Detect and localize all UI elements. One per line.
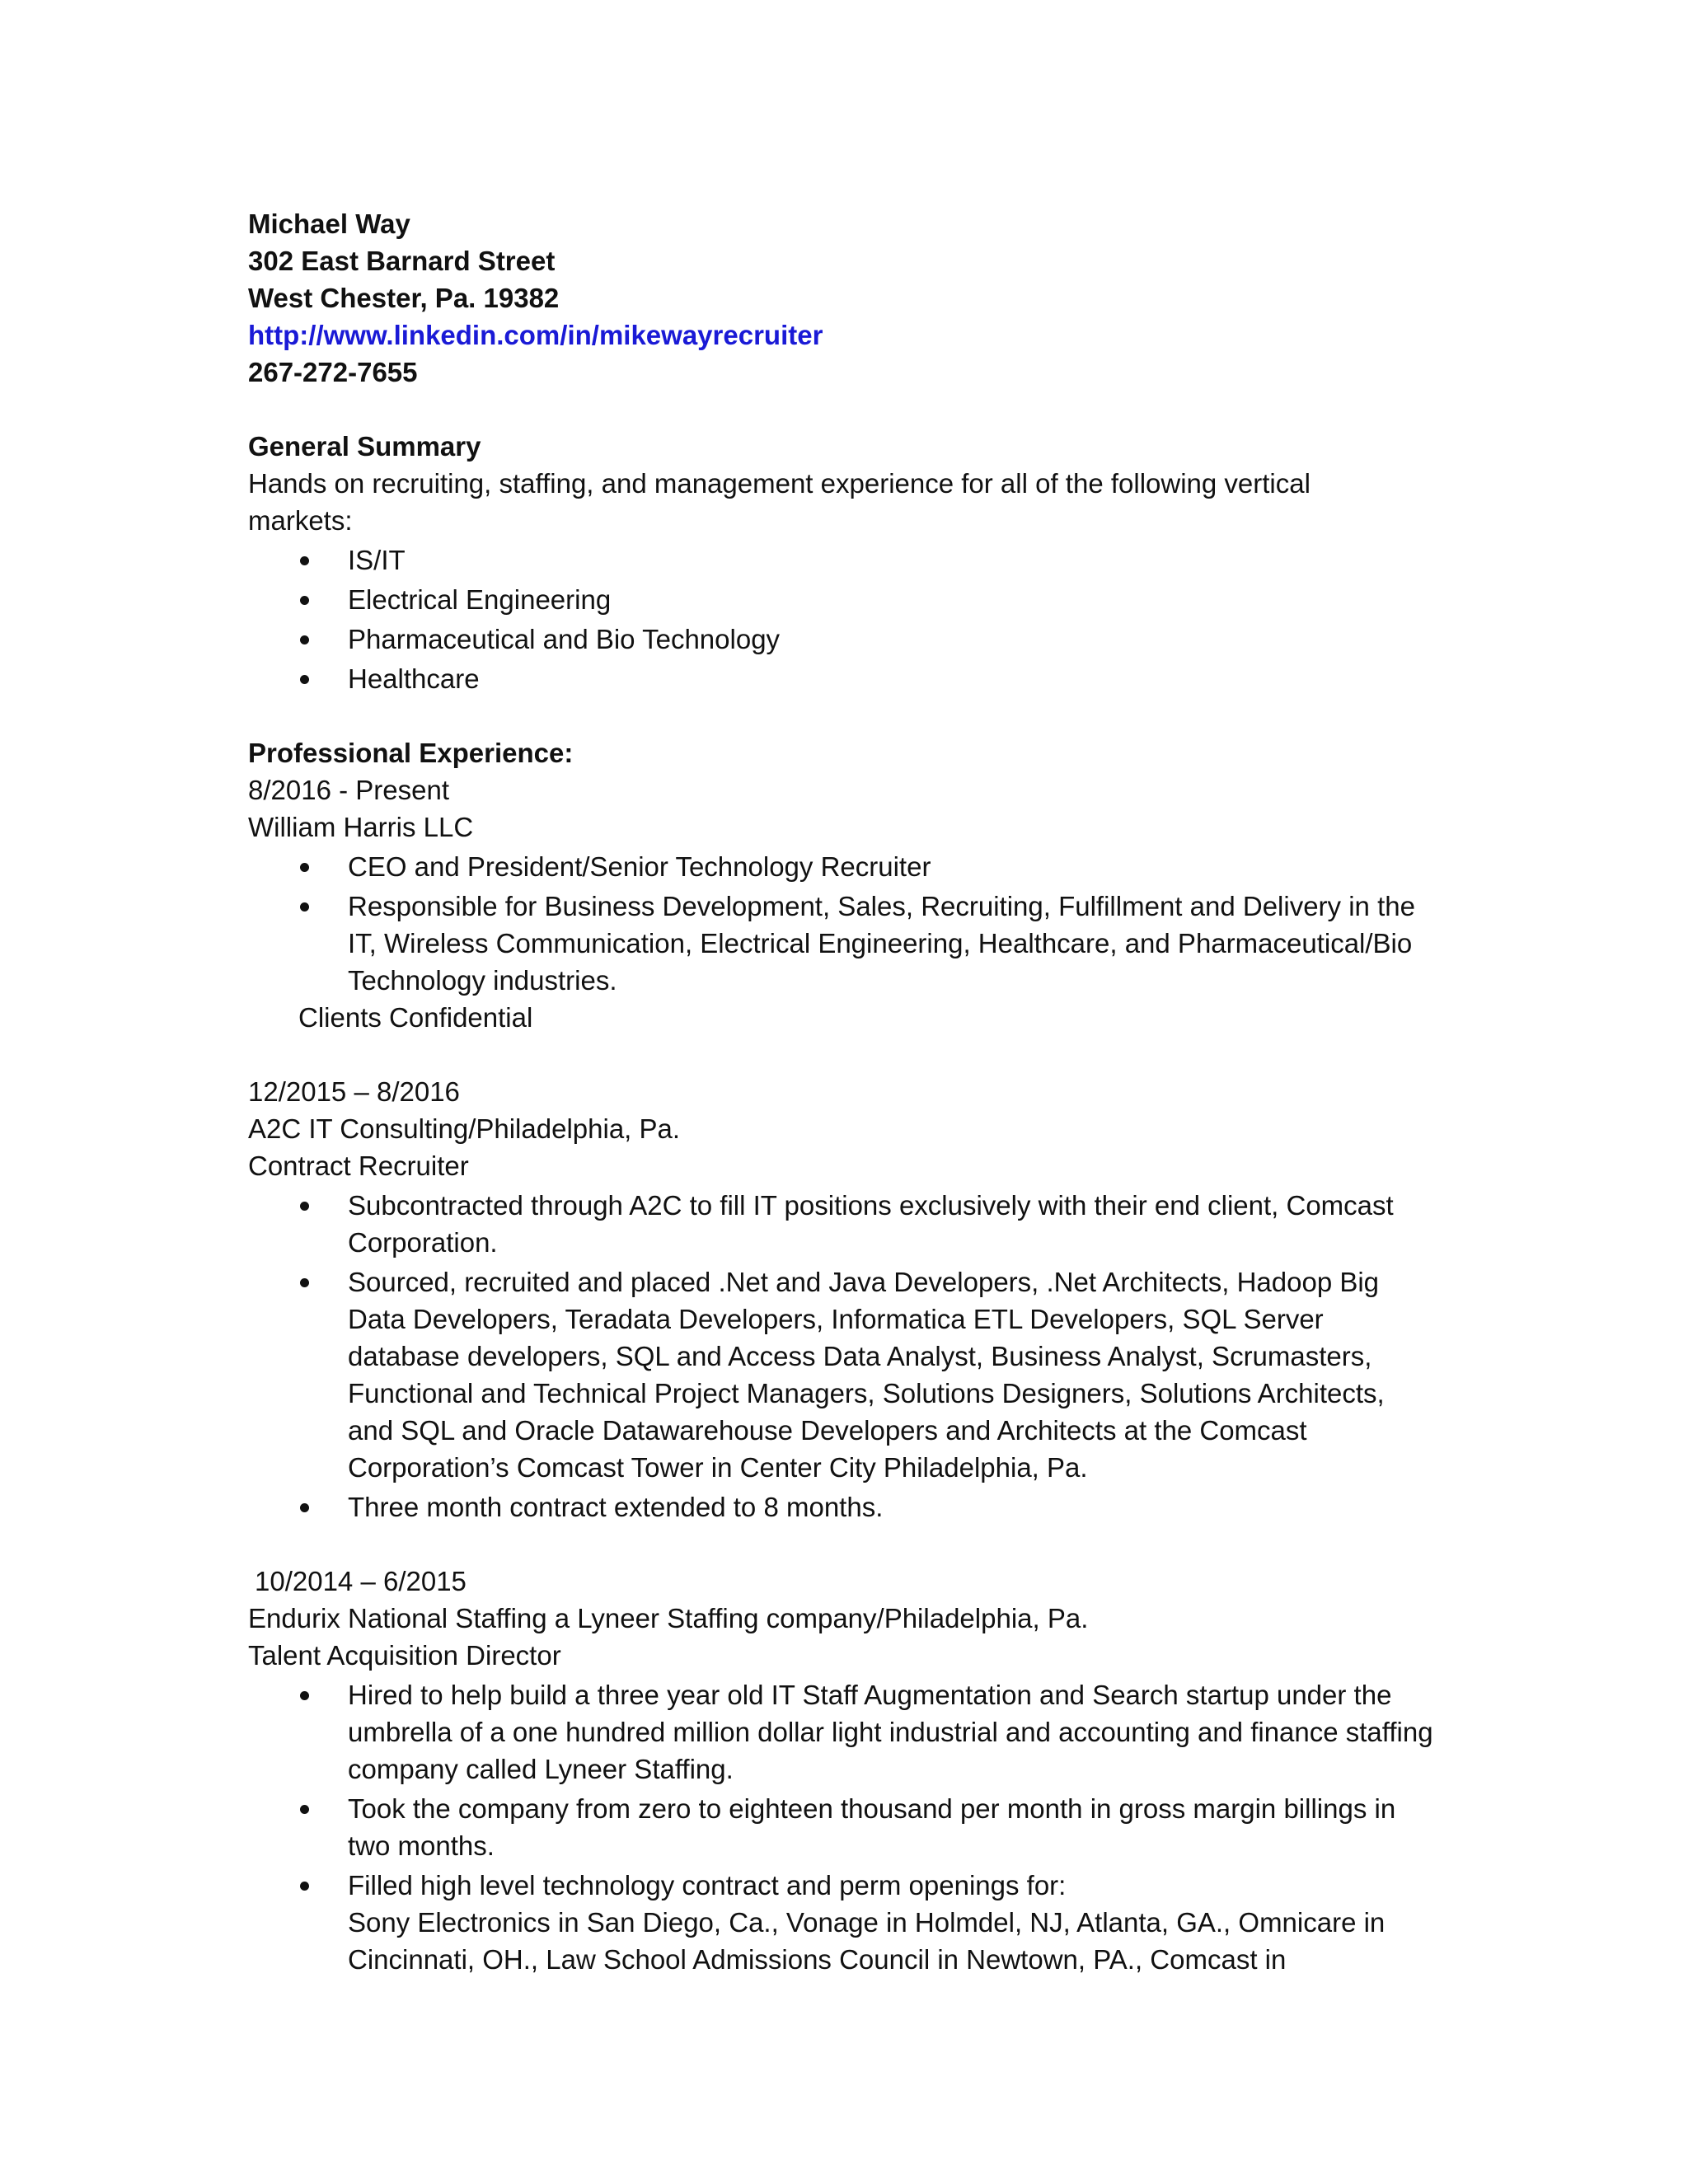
bullet-icon [300, 675, 309, 684]
spacer [248, 1526, 1451, 1563]
bullet-icon [300, 1503, 309, 1512]
clients-list-text: Sony Electronics in San Diego, Ca., Vonage in Holmdel, NJ, Atlanta, GA., Omnicare in Cincinnati, OH., Law School Admissions Council in Newtown, PA., Comcast in [348, 1907, 1386, 1975]
bullet-icon [300, 1278, 309, 1287]
list-item [248, 1867, 1451, 1978]
job-bullets [248, 1676, 1451, 1978]
market-label: Electrical Engineering [348, 584, 612, 615]
markets-list [248, 541, 1451, 697]
list-item [248, 581, 1451, 618]
bullet-icon [300, 863, 309, 872]
job-company: Endurix National Staffing a Lyneer Staffing company/Philadelphia, Pa. [248, 1603, 1089, 1633]
summary-intro: Hands on recruiting, staffing, and management experience for all of the following vertical markets: [248, 468, 1311, 536]
job-company: A2C IT Consulting/Philadelphia, Pa. [248, 1113, 681, 1144]
summary-heading: General Summary [248, 431, 481, 462]
street-address: 302 East Barnard Street [248, 246, 556, 276]
job-dates: 10/2014 – 6/2015 [255, 1566, 467, 1596]
spacer [248, 697, 1451, 734]
job-bullet-text: Three month contract extended to 8 months. [348, 1492, 884, 1522]
list-item [248, 621, 1451, 658]
list-item [248, 1263, 1451, 1486]
job-bullet-text: Responsible for Business Development, Sales, Recruiting, Fulfillment and Delivery in the IT, Wireless Communication, Electrical Engineering, Healthcare, and Pharmaceutical/Bio Technology industries. [348, 891, 1415, 996]
job-bullet-text: Subcontracted through A2C to fill IT positions exclusively with their end client, Comcast Corporation. [348, 1190, 1394, 1258]
list-item [248, 888, 1451, 999]
job-bullet-text: CEO and President/Senior Technology Recruiter [348, 851, 931, 882]
list-item [248, 1488, 1451, 1526]
bullet-icon [300, 902, 309, 912]
job-bullet-text: Hired to help build a three year old IT Staff Augmentation and Search startup under the umbrella of a one hundred million dollar light industrial and accounting and finance staffing company called Lyneer Staffing. [348, 1680, 1433, 1784]
experience-heading: Professional Experience: [248, 738, 574, 768]
linkedin-link[interactable]: http://www.linkedin.com/in/mikewayrecruiter [248, 320, 823, 350]
city-state-zip: West Chester, Pa. 19382 [248, 283, 560, 313]
bullet-icon [300, 556, 309, 565]
list-item [248, 1676, 1451, 1788]
candidate-name: Michael Way [248, 209, 410, 239]
bullet-icon [300, 1202, 309, 1211]
bullet-icon [300, 1882, 309, 1891]
market-label: Healthcare [348, 663, 480, 694]
job-bullets [248, 848, 1451, 999]
phone-number: 267-272-7655 [248, 357, 418, 387]
resume-content [248, 205, 1451, 1978]
list-item [248, 848, 1451, 885]
job-note: Clients Confidential [298, 1002, 533, 1033]
bullet-icon [300, 1691, 309, 1700]
spacer [248, 391, 1451, 428]
list-item [248, 1790, 1451, 1864]
bullet-icon [300, 1805, 309, 1814]
spacer [248, 1036, 1451, 1073]
job-bullet-text: Took the company from zero to eighteen thousand per month in gross margin billings in two months. [348, 1793, 1396, 1861]
job-bullets [248, 1187, 1451, 1526]
job-company: William Harris LLC [248, 812, 474, 842]
market-label: Pharmaceutical and Bio Technology [348, 624, 781, 654]
job-dates: 12/2015 – 8/2016 [248, 1076, 460, 1107]
job-title: Contract Recruiter [248, 1151, 469, 1181]
list-item [248, 660, 1451, 697]
bullet-icon [300, 596, 309, 605]
list-item [248, 1187, 1451, 1261]
job-dates: 8/2016 - Present [248, 775, 449, 805]
bullet-icon [300, 635, 309, 644]
job-bullet-text: Sourced, recruited and placed .Net and Java Developers, .Net Architects, Hadoop Big Data Developers, Teradata Developers, Informatica ETL Developers, SQL Server database developers, SQL and Access Data Analyst, Business Analyst, Scrumasters, Functional and Technical Project Managers, Solutions Designers, Solutions Architects, and SQL and Oracle Datawarehouse Developers and Architects at the Comcast Corporation’s Comcast Tower in Center City Philadelphia, Pa. [348, 1267, 1385, 1483]
market-label: IS/IT [348, 545, 406, 575]
job-title: Talent Acquisition Director [248, 1640, 561, 1671]
job-bullet-text: Filled high level technology contract and perm openings for: [348, 1870, 1067, 1900]
list-item [248, 541, 1451, 579]
